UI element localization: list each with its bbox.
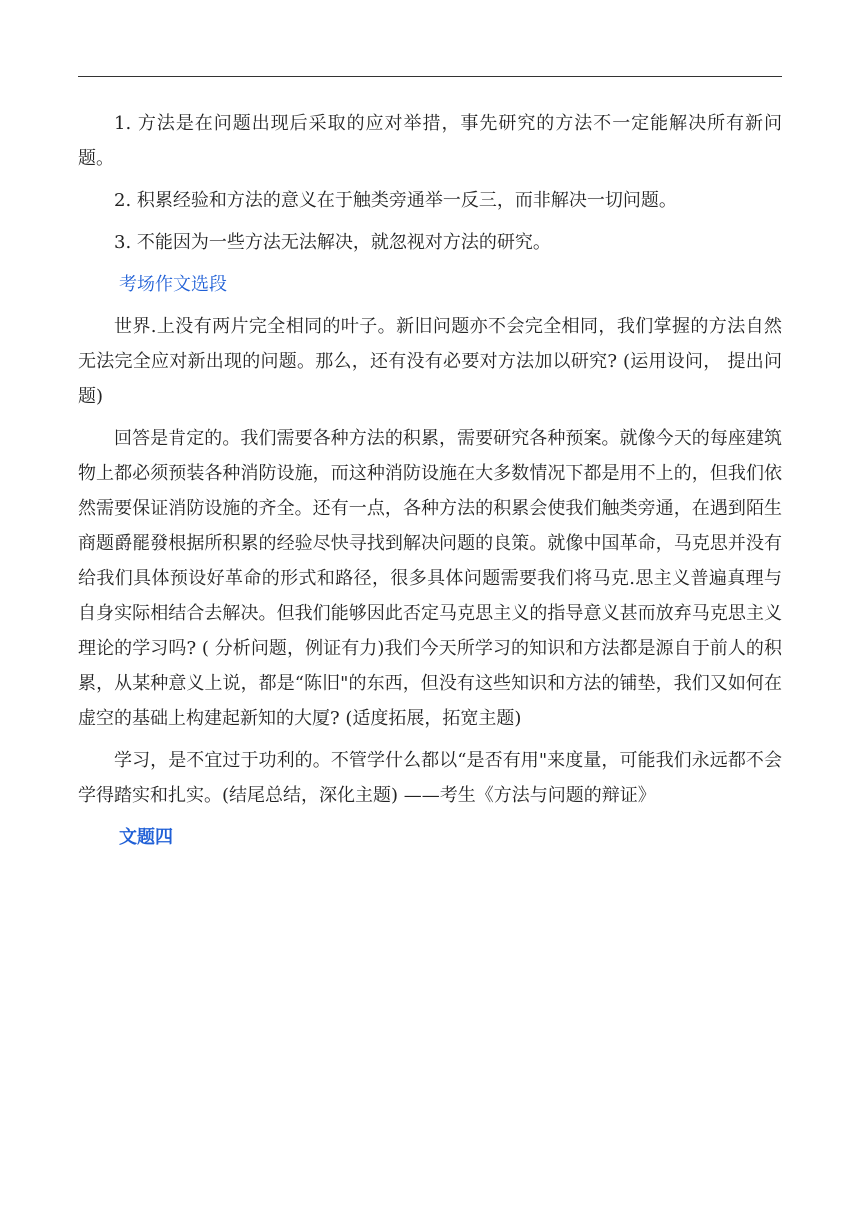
header-rule [78, 76, 782, 77]
point-1: 1. 方法是在问题出现后采取的应对举措，事先研究的方法不一定能解决所有新问题。 [78, 113, 782, 169]
point-2: 2. 积累经验和方法的意义在于触类旁通举一反三，而非解决一切问题。 [114, 190, 677, 211]
next-topic-heading: 文题四 [119, 827, 173, 848]
point-3: 3. 不能因为一些方法无法解决，就忽视对方法的研究。 [114, 232, 551, 253]
essay-paragraph-3: 学习，是不宜过于功利的。不管学什么都以“是否有用"来度量，可能我们永远都不会学得踏实和扎实。(结尾总结，深化主题) ——考生《方法与问题的辩证》 [78, 750, 782, 806]
section-heading: 考场作文选段 [119, 274, 227, 295]
essay-paragraph-2: 回答是肯定的。我们需要各种方法的积累，需要研究各种预案。就像今天的每座建筑物上都必须预装各种消防设施，而这种消防设施在大多数情况下都是用不上的，但我们依然需要保证消防设施的齐全。还有一点，各种方法的积累会使我们触类旁通，在遇到陌生商题爵罷發根据所积累的经验尽快寻找到解决问题的良策。就像中国革命，马克思并没有给我们具体预设好革命的形式和路径，很多具体问题需要我们将马克.思主义普遍真理与自身实际相结合去解决。但我们能够因此否定马克思主义的指导意义甚而放弃马克思主义理论的学习吗? ( 分析问题，例证有力)我们今天所学习的知识和方法都是源自于前人的积累，从某种意义上说，都是“陈旧"的东西，但没有这些知识和方法的铺垫，我们又如何在虚空的基础上构建起新知的大厦? (适度拓展，拓宽主题) [78, 428, 782, 729]
document-body [78, 106, 782, 862]
essay-paragraph-1: 世界.上没有两片完全相同的叶子。新旧问题亦不会完全相同，我们掌握的方法自然无法完全应对新出现的问题。那么，还有没有必要对方法加以研究? (运用设问， 提出问题) [78, 316, 782, 407]
